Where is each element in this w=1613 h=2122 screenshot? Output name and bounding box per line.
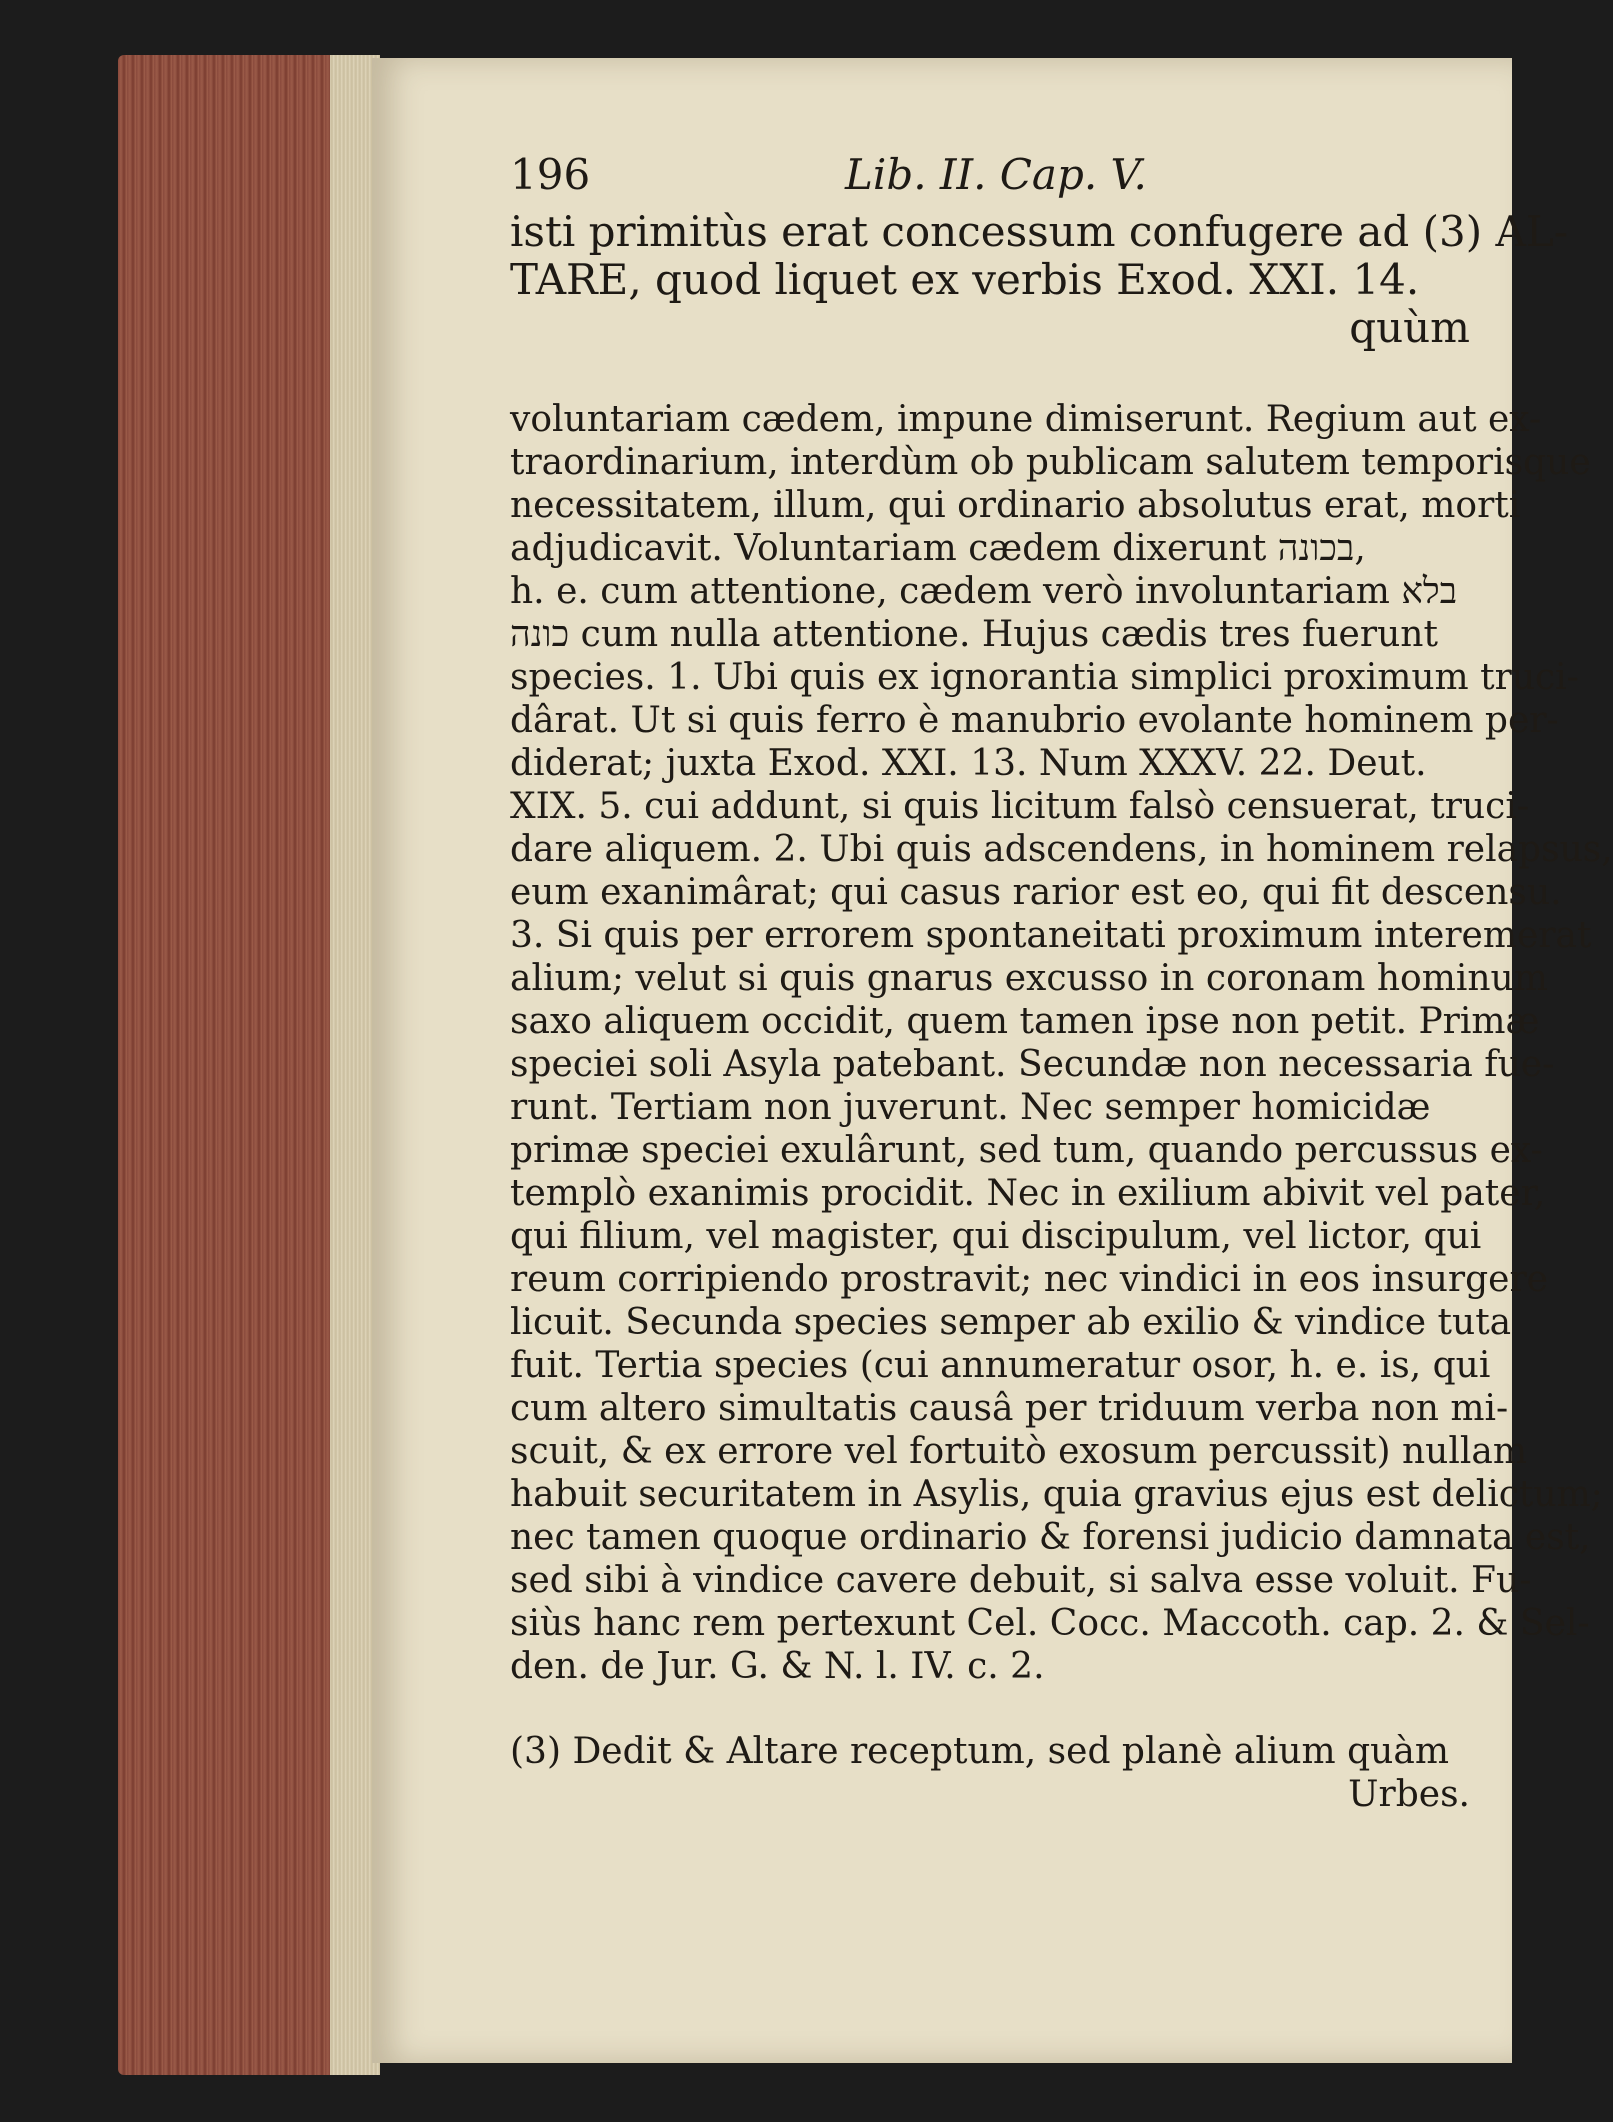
text-line: כונה cum nulla attentione. Hujus cædis tres fuerunt (510, 614, 1438, 655)
catchword: quùm (1349, 303, 1470, 352)
upper-text-block (510, 207, 1568, 352)
text-line: XIX. 5. cui addunt, si quis licitum falsò censuerat, truci- (510, 786, 1530, 827)
text-line: scuit, & ex errore vel fortuitò exosum percussit) nullam (510, 1431, 1527, 1472)
text-line: alium; velut si quis gnarus excusso in coronam hominum (510, 958, 1548, 999)
text-line: adjudicavit. Voluntariam cædem dixerunt בכונה, (510, 528, 1366, 569)
page-text (510, 150, 1613, 1816)
running-title: Lib. II. Cap. V. (845, 150, 1147, 199)
text-line: habuit securitatem in Asylis, quia gravius ejus est delictum; (510, 1474, 1603, 1515)
text-line: isti primitùs erat concessum confugere ad (3) AL- (510, 207, 1568, 256)
footnote-line: (3) Dedit & Altare receptum, sed planè alium quàm (510, 1731, 1449, 1772)
text-line: fuit. Tertia species (cui annumeratur osor, h. e. is, qui (510, 1345, 1491, 1386)
text-line: qui filium, vel magister, qui discipulum, vel lictor, qui (510, 1216, 1482, 1257)
text-line: cum altero simultatis causâ per triduum verba non mi- (510, 1388, 1509, 1429)
text-line: TARE, quod liquet ex verbis Exod. XXI. 14. (510, 255, 1420, 304)
footnote (510, 1730, 1470, 1816)
text-line: sed sibi à vindice cavere debuit, si salva esse voluit. Fu- (510, 1560, 1532, 1601)
book-page (372, 58, 1613, 2063)
text-line: diderat; juxta Exod. XXI. 13. Num XXXV. 22. Deut. (510, 743, 1427, 784)
text-line: h. e. cum attentione, cædem verò involuntariam בלא (510, 571, 1458, 612)
text-line: runt. Tertiam non juverunt. Nec semper homicidæ (510, 1087, 1431, 1128)
text-line: eum exanimârat; qui casus rarior est eo, qui fit descensu. (510, 872, 1562, 913)
text-line: necessitatem, illum, qui ordinario absolutus erat, morti (510, 485, 1521, 526)
text-line: species. 1. Ubi quis ex ignorantia simplici proximum truci- (510, 657, 1579, 698)
text-line: dare aliquem. 2. Ubi quis adscendens, in hominem relapsus, (510, 829, 1613, 870)
main-text-block (510, 398, 1613, 1688)
text-line: primæ speciei exulârunt, sed tum, quando percussus ex- (510, 1130, 1543, 1171)
text-line: dârat. Ut si quis ferro è manubrio evolante hominem per- (510, 700, 1559, 741)
page-header (510, 150, 1470, 208)
text-line: nec tamen quoque ordinario & forensi judicio damnata est, (510, 1517, 1591, 1558)
text-line: traordinarium, interdùm ob publicam salutem temporisque (510, 442, 1591, 483)
text-line: den. de Jur. G. & N. l. IV. c. 2. (510, 1646, 1045, 1687)
text-line: templò exanimis procidit. Nec in exilium abivit vel pater, (510, 1173, 1546, 1214)
text-line: siùs hanc rem pertexunt Cel. Cocc. Maccoth. cap. 2. & Sel- (510, 1603, 1590, 1644)
text-line: speciei soli Asyla patebant. Secundæ non necessaria fue- (510, 1044, 1555, 1085)
text-line: reum corripiendo prostravit; nec vindici in eos insurgere (510, 1259, 1548, 1300)
text-line: licuit. Secunda species semper ab exilio & vindice tuta (510, 1302, 1512, 1343)
text-line: saxo aliquem occidit, quem tamen ipse non petit. Primæ (510, 1001, 1540, 1042)
catchword: Urbes. (1348, 1774, 1470, 1815)
text-line: voluntariam cædem, impune dimiserunt. Regium aut ex- (510, 399, 1542, 440)
text-line: 3. Si quis per errorem spontaneitati proximum interemerat (510, 915, 1592, 956)
page-number: 196 (510, 150, 591, 199)
